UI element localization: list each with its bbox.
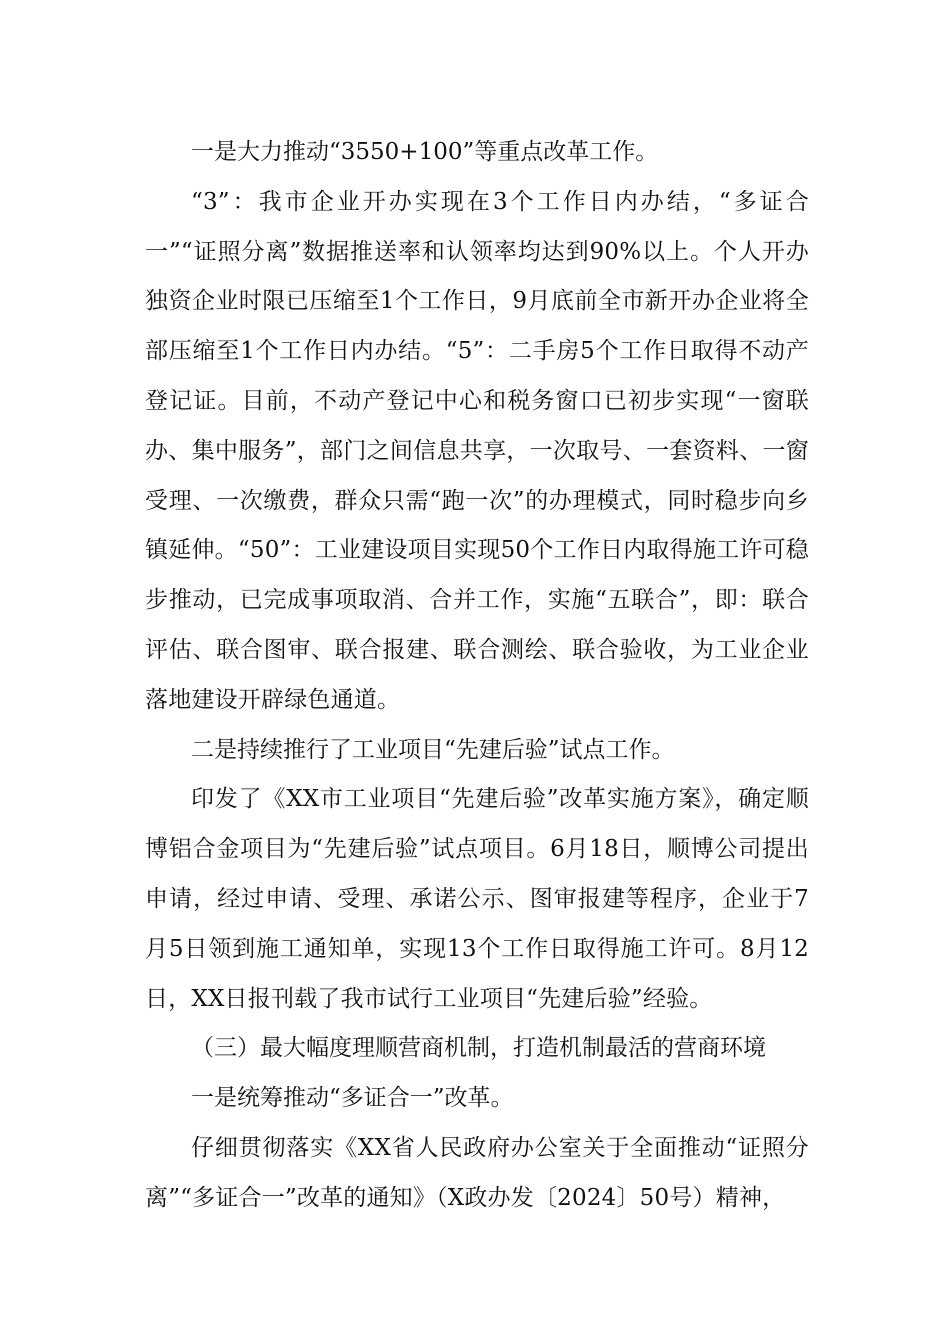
body-paragraph-3550-details: “3”：我市企业开办实现在3个工作日内办结，“多证合一”“证照分离”数据推送率和认领率均达到90%以上。个人开办独资企业时限已压缩至1个工作日，9月底前全市新开办企业将全部压缩至1个工作日内办结。“5”：二手房5个工作日取得不动产登记证。目前，不动产登记中心和税务窗口已初步实现“一窗联办、集中服务”，部门之间信息共享，一次取号、一套资料、一窗受理、一次缴费，群众只需“跑一次”的办理模式，同时稳步向乡镇延伸。“50”：工业建设项目实现50个工作日内取得施工许可稳步推动，已完成事项取消、合并工作，实施“五联合”，即：联合评估、联合图审、联合报建、联合测绘、联合验收，为工业企业落地建设开辟绿色通道。: [145, 188, 809, 713]
section-heading-multi-certificate: 一是统筹推动“多证合一”改革。: [191, 1085, 514, 1112]
section-heading-build-first: 二是持续推行了工业项目“先建后验”试点工作。: [191, 736, 675, 763]
section-heading-business-mechanism: （三）最大幅度理顺营商机制，打造机制最活的营商环境: [191, 1035, 766, 1062]
body-paragraph-build-first-details: 印发了《XX市工业项目“先建后验”改革实施方案》，确定顺博铝合金项目为“先建后验”试点项目。6月18日，顺博公司提出申请，经过申请、受理、承诺公示、图审报建等程序，企业于7月5日领到施工通知单，实现13个工作日取得施工许可。8月12日，XX日报刊载了我市试行工业项目“先建后验”经验。: [145, 786, 809, 1012]
body-paragraph-multi-certificate-details: 仔细贯彻落实《XX省人民政府办公室关于全面推动“证照分离”“多证合一”改革的通知》（X政办发〔2024〕50号）精神，: [145, 1134, 809, 1211]
section-heading-reform-3550: 一是大力推动“3550+100”等重点改革工作。: [191, 139, 659, 165]
document-page: [145, 128, 809, 1224]
